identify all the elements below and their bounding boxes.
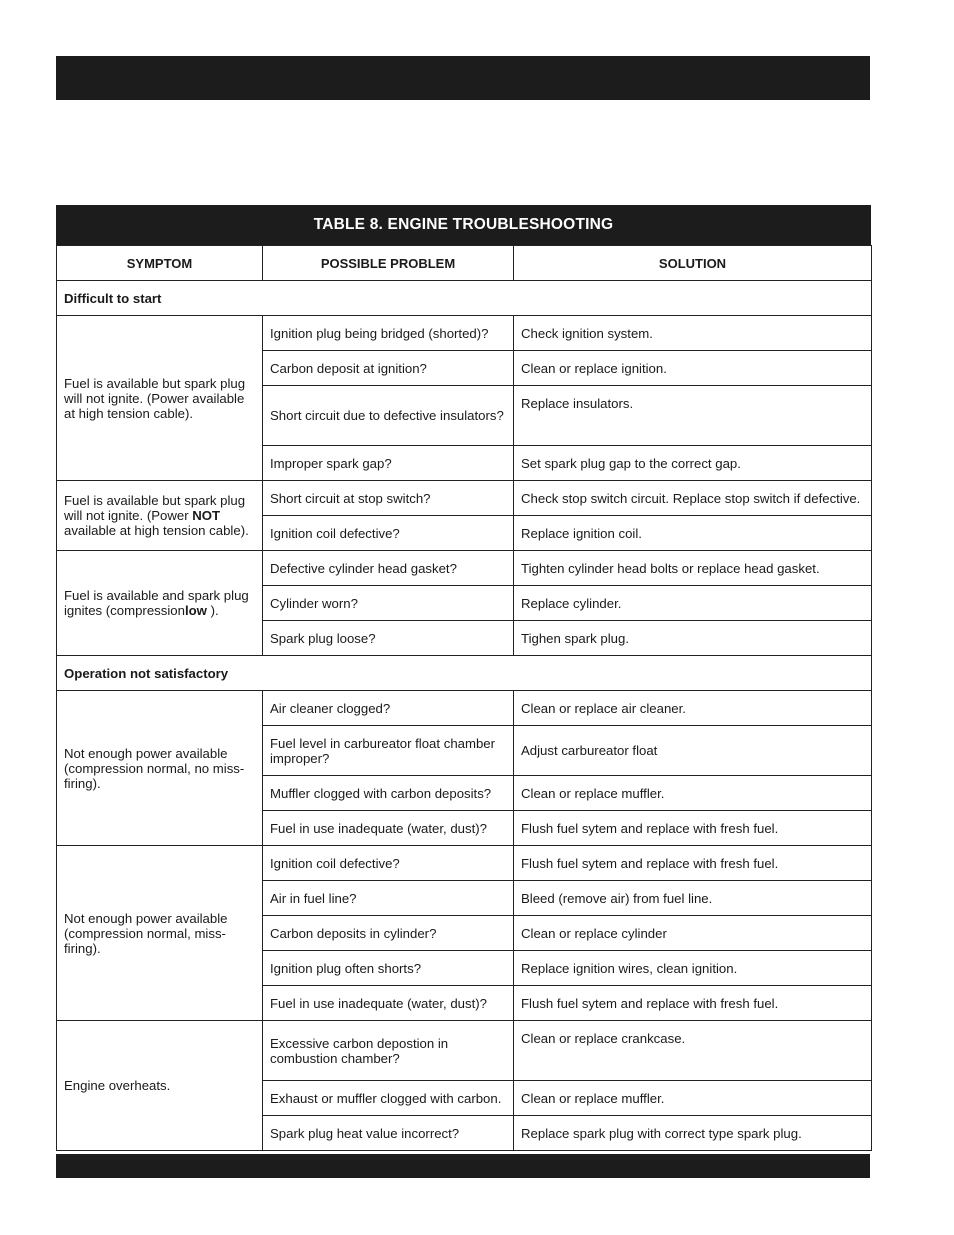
problem-cell: Ignition plug being bridged (shorted)?	[263, 316, 514, 351]
solution-cell: Replace cylinder.	[514, 586, 872, 621]
solution-cell: Check stop switch circuit. Replace stop switch if defective.	[514, 481, 872, 516]
solution-cell: Clean or replace muffler.	[514, 1081, 872, 1116]
symptom-text: Fuel is available and spark plug ignites (compression	[64, 588, 249, 618]
problem-cell: Fuel in use inadequate (water, dust)?	[263, 811, 514, 846]
symptom-text: ).	[206, 603, 219, 618]
solution-cell: Flush fuel sytem and replace with fresh fuel.	[514, 986, 872, 1021]
symptom-emphasis: low	[184, 603, 207, 618]
problem-cell: Spark plug heat value incorrect?	[263, 1116, 514, 1151]
problem-cell: Air in fuel line?	[263, 881, 514, 916]
solution-cell: Clean or replace crankcase.	[514, 1021, 872, 1081]
symptom-cell: Not enough power available (compression normal, no miss-firing).	[57, 691, 263, 846]
problem-cell: Cylinder worn?	[263, 586, 514, 621]
table-row	[57, 316, 872, 351]
header-solution: SOLUTION	[514, 246, 872, 281]
header-bar	[56, 56, 870, 100]
problem-cell: Fuel level in carbureator float chamber improper?	[263, 726, 514, 776]
table-title: TABLE 8. ENGINE TROUBLESHOOTING	[56, 205, 871, 245]
solution-cell: Replace ignition wires, clean ignition.	[514, 951, 872, 986]
table-row	[57, 846, 872, 881]
problem-cell: Improper spark gap?	[263, 446, 514, 481]
header-row	[57, 246, 872, 281]
problem-cell: Spark plug loose?	[263, 621, 514, 656]
problem-cell: Short circuit due to defective insulators?	[263, 386, 514, 446]
symptom-text: Fuel is available but spark plug will not ignite. (Power	[64, 493, 246, 523]
problem-cell: Ignition coil defective?	[263, 846, 514, 881]
table-row	[57, 551, 872, 586]
section-label: Operation not satisfactory	[57, 656, 872, 691]
symptom-cell	[57, 481, 263, 551]
solution-cell: Check ignition system.	[514, 316, 872, 351]
symptom-cell	[57, 551, 263, 656]
problem-cell: Defective cylinder head gasket?	[263, 551, 514, 586]
problem-cell: Exhaust or muffler clogged with carbon.	[263, 1081, 514, 1116]
solution-cell: Flush fuel sytem and replace with fresh fuel.	[514, 846, 872, 881]
problem-cell: Excessive carbon depostion in combustion chamber?	[263, 1021, 514, 1081]
problem-cell: Short circuit at stop switch?	[263, 481, 514, 516]
troubleshooting-table	[56, 205, 871, 1151]
section-label: Difficult to start	[57, 281, 872, 316]
solution-cell: Bleed (remove air) from fuel line.	[514, 881, 872, 916]
solution-cell: Set spark plug gap to the correct gap.	[514, 446, 872, 481]
solution-cell: Replace ignition coil.	[514, 516, 872, 551]
table-row	[57, 1021, 872, 1081]
solution-cell: Replace insulators.	[514, 386, 872, 446]
solution-cell: Tighen spark plug.	[514, 621, 872, 656]
solution-cell: Replace spark plug with correct type spark plug.	[514, 1116, 872, 1151]
symptom-text: available at high tension cable).	[64, 523, 249, 538]
problem-cell: Carbon deposit at ignition?	[263, 351, 514, 386]
footer-bar	[56, 1154, 870, 1178]
solution-cell: Flush fuel sytem and replace with fresh fuel.	[514, 811, 872, 846]
solution-cell: Adjust carbureator float	[514, 726, 872, 776]
header-problem: POSSIBLE PROBLEM	[263, 246, 514, 281]
symptom-cell: Not enough power available (compression normal, miss-firing).	[57, 846, 263, 1021]
problem-cell: Ignition coil defective?	[263, 516, 514, 551]
problem-cell: Fuel in use inadequate (water, dust)?	[263, 986, 514, 1021]
solution-cell: Clean or replace cylinder	[514, 916, 872, 951]
problem-cell: Air cleaner clogged?	[263, 691, 514, 726]
section-row	[57, 656, 872, 691]
symptom-emphasis: NOT	[192, 508, 221, 523]
header-symptom: SYMPTOM	[57, 246, 263, 281]
solution-cell: Clean or replace muffler.	[514, 776, 872, 811]
problem-cell: Muffler clogged with carbon deposits?	[263, 776, 514, 811]
symptom-cell: Engine overheats.	[57, 1021, 263, 1151]
solution-cell: Clean or replace ignition.	[514, 351, 872, 386]
table-row	[57, 481, 872, 516]
solution-cell: Clean or replace air cleaner.	[514, 691, 872, 726]
table-grid	[56, 245, 872, 1151]
solution-cell: Tighten cylinder head bolts or replace head gasket.	[514, 551, 872, 586]
problem-cell: Ignition plug often shorts?	[263, 951, 514, 986]
section-row	[57, 281, 872, 316]
symptom-cell: Fuel is available but spark plug will not ignite. (Power available at high tension cable).	[57, 316, 263, 481]
table-row	[57, 691, 872, 726]
problem-cell: Carbon deposits in cylinder?	[263, 916, 514, 951]
